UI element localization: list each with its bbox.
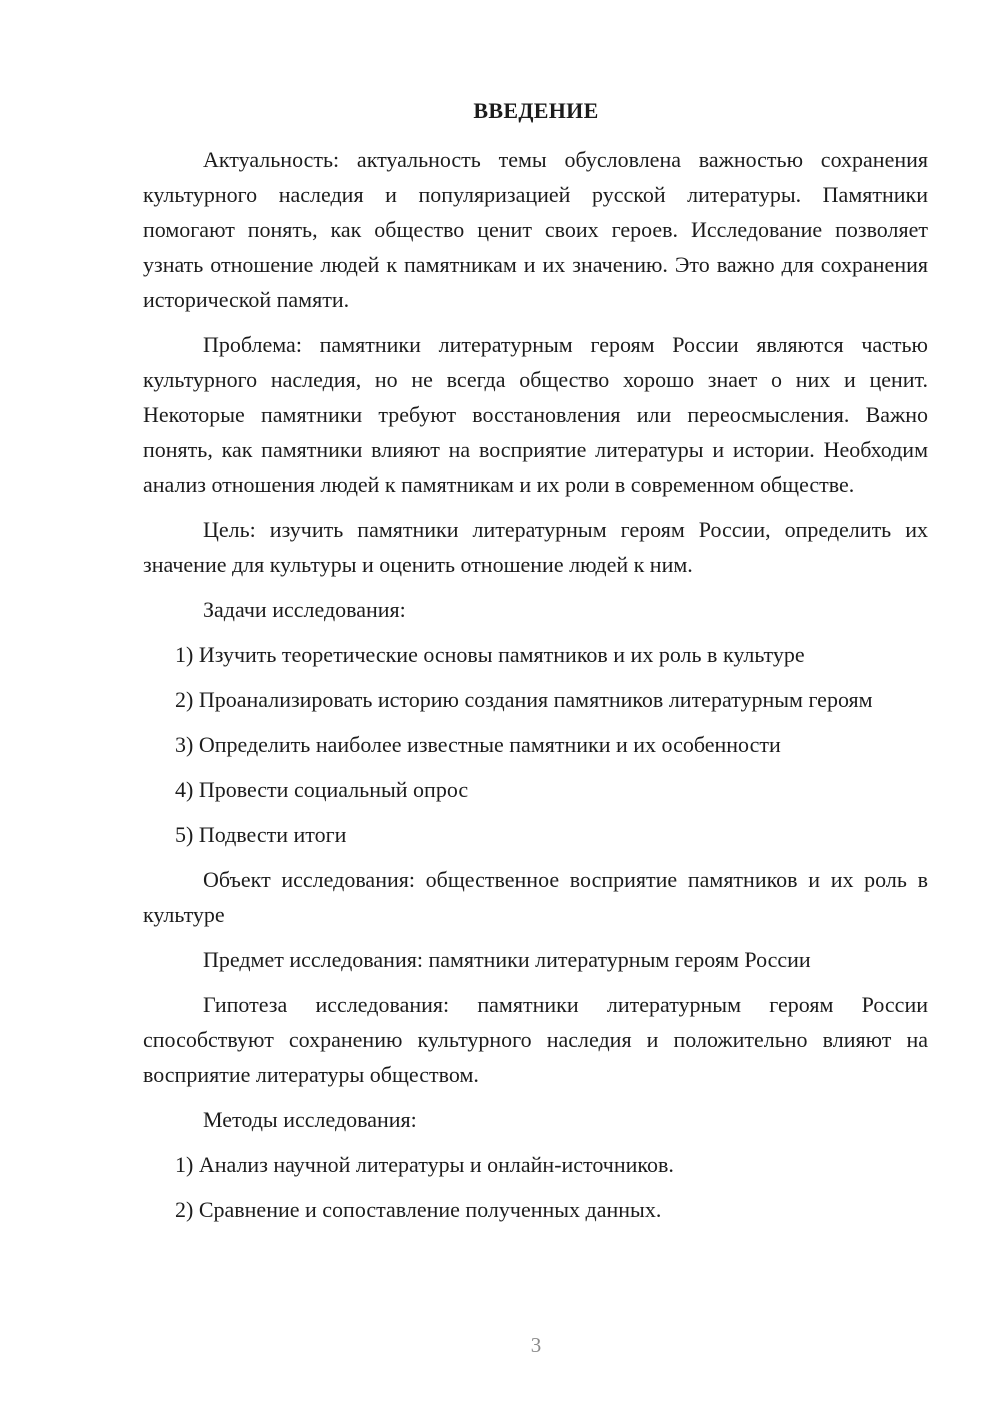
hypothesis-paragraph: Гипотеза исследования: памятники литературным героям России способствуют сохранению культурного наследия и положительно влияют на восприятие литературы обществом. <box>143 992 928 1087</box>
methods-heading: Методы исследования: <box>203 1107 417 1132</box>
goal-paragraph: Цель: изучить памятники литературным героям России, определить их значение для культуры и оценить отношение людей к ним. <box>143 517 928 577</box>
tasks-heading: Задачи исследования: <box>203 597 406 622</box>
method-item-2: 2) Сравнение и сопоставление полученных данных. <box>175 1197 662 1222</box>
task-item-3: 3) Определить наиболее известные памятники и их особенности <box>175 732 781 757</box>
method-item-1: 1) Анализ научной литературы и онлайн-источников. <box>175 1152 674 1177</box>
problem-paragraph: Проблема: памятники литературным героям России являются частью культурного наследия, но не всегда общество хорошо знает о них и ценит. Некоторые памятники требуют восстановления или переосмысления. Важно понять, как памятники влияют на восприятие литературы и истории. Необходим анализ отношения людей к памятникам и их роли в современном обществе. <box>143 332 928 497</box>
relevance-paragraph: Актуальность: актуальность темы обусловлена важностью сохранения культурного наследия и популяризацией русской литературы. Памятники помогают понять, как общество ценит своих героев. Исследование позволяет узнать отношение людей к памятникам и их значению. Это важно для сохранения исторической памяти. <box>143 147 928 312</box>
section-title: ВВЕДЕНИЕ <box>473 98 599 123</box>
task-item-1: 1) Изучить теоретические основы памятников и их роль в культуре <box>175 642 805 667</box>
subject-paragraph: Предмет исследования: памятники литературным героям России <box>203 947 811 972</box>
object-paragraph: Объект исследования: общественное восприятие памятников и их роль в культуре <box>143 867 928 927</box>
task-item-4: 4) Провести социальный опрос <box>175 777 469 802</box>
document-body <box>143 142 928 1237</box>
page-number: 3 <box>530 1333 542 1357</box>
task-item-2: 2) Проанализировать историю создания памятников литературным героям <box>175 687 873 712</box>
task-item-5: 5) Подвести итоги <box>175 822 347 847</box>
